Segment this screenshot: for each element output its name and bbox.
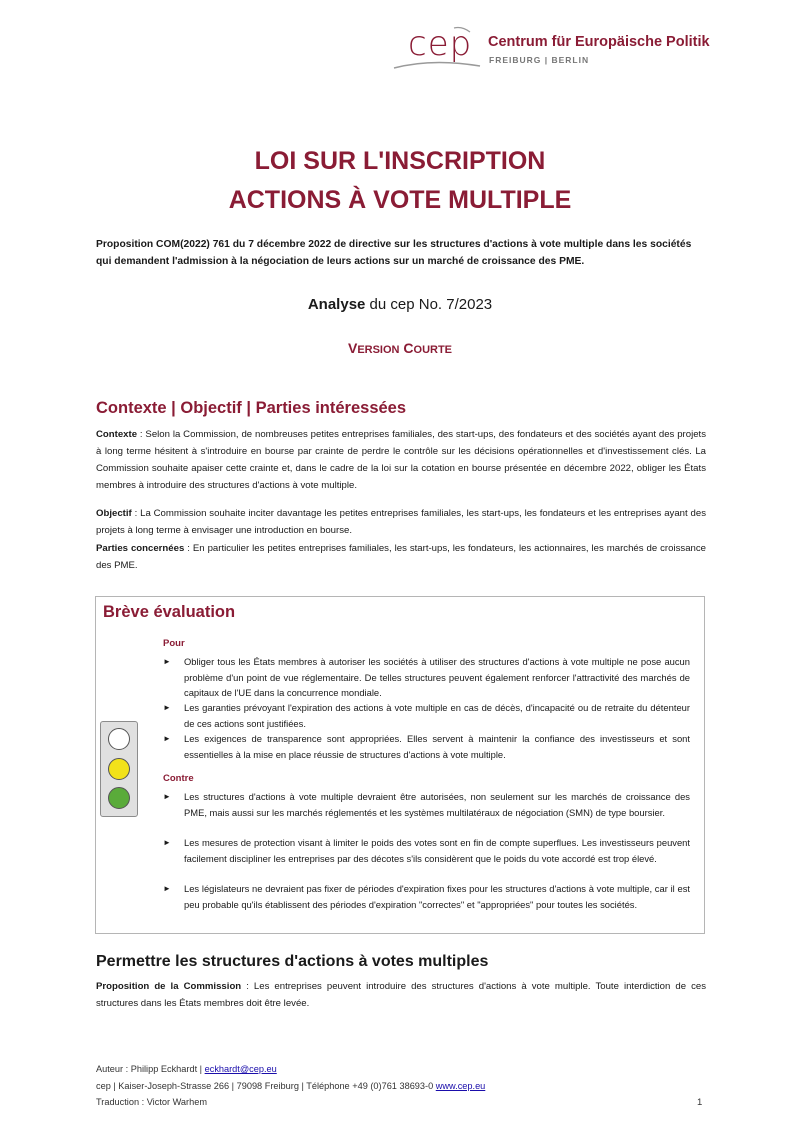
traffic-light-icon [100,721,138,817]
author-email-link[interactable]: eckhardt@cep.eu [204,1064,277,1074]
page-number: 1 [697,1097,703,1108]
con-item: ► Les structures d'actions à vote multiple devraient être autorisées, non seulement sur les marchés de croissance des PME, mais aussi sur les marchés réglementés et les systèmes multilatéraux de négociation (SMN) de type boursier. [163,791,690,818]
cep-logo: cep [408,24,473,64]
pro-item: ► Obliger tous les États membres à autoriser les sociétés à utiliser des structures d'actions à vote multiple ne pose aucun problème d'un point de vue réglementaire. De telles structures peuvent également renforcer l'attractivité des marchés de capitaux de l'UE dans la concurrence mondiale. [163,656,690,699]
section-heading-proposal: Permettre les structures d'actions à votes multiples [96,953,489,970]
objective-paragraph: Objectif : La Commission souhaite inciter davantage les petites entreprises familiales, les start-ups, les fondateurs et les entreprises ayant des projets à long terme à envisager une introduction en bourse. [96,508,706,536]
analysis-number: Analyse du cep No. 7/2023 [307,296,493,313]
evaluation-title: Brève évaluation [103,603,236,621]
footer-translation: Traduction : Victor Warhem [96,1097,207,1107]
commission-proposal-paragraph: Proposition de la Commission : Les entreprises peuvent introduire des structures d'actions à vote multiple. Toute interdiction de ces structures dans les États membres doit être levée. [96,981,707,1009]
traffic-light-green [108,787,130,809]
proposal-reference: Proposition COM(2022) 761 du 7 décembre 2022 de directive sur les structures d'actions à vote multiple dans les sociétés qui demandent l'admission à la négociation de leurs actions sur un marché de croissance des PME. [96,239,692,267]
website-link[interactable]: www.cep.eu [435,1081,486,1091]
con-label: Contre [163,773,194,784]
organization-locations: FREIBURG | BERLIN [489,55,590,65]
organization-name: Centrum für Europäische Politik [488,34,710,50]
version-label: VERSION COURTE [347,340,453,356]
con-item: ► Les législateurs ne devraient pas fixer de périodes d'expiration fixes pour les structures d'actions à vote multiple, car il est peu probable qu'ils établissent des périodes d'expiration "correctes" et "appropriées" pour toutes les sociétés. [163,883,690,910]
footer-address: cep | Kaiser-Joseph-Strasse 266 | 79098 Freiburg | Téléphone +49 (0)761 38693-0 www.cep.eu [96,1081,486,1091]
context-paragraph: Contexte : Selon la Commission, de nombreuses petites entreprises familiales, des start-ups, des fondateurs et des sociétés ayant des projets à long terme hésitent à s'introduire en bourse par crainte de perdre le contrôle sur les décisions opérationnelles et d'investissement clés. La Commission souhaite apaiser cette crainte et, dans le cadre de la loi sur la cotation en bourse présentée en décembre 2022, obliger les États membres à introduire des structures d'actions à vote multiple. [96,429,706,491]
traffic-light-yellow [108,758,130,780]
con-item: ► Les mesures de protection visant à limiter le poids des votes sont en fin de compte superflues. Les investisseurs peuvent facilement discipliner les entreprises par des décotes s'ils considèrent que le poids du vote accordé est trop élevé. [163,837,690,864]
pro-item: ► Les garanties prévoyant l'expiration des actions à vote multiple en cas de décès, d'incapacité ou de retraite du détenteur de ces actions sont justifiées. [163,702,690,729]
traffic-light-white [108,728,130,750]
pro-label: Pour [163,638,185,649]
document-title-line2: ACTIONS À VOTE MULTIPLE [228,186,572,214]
pro-item: ► Les exigences de transparence sont appropriées. Elles servent à maintenir la confiance des investisseurs et sont essentielles à la mise en place réussie de structures d'actions à vote multiple. [163,733,690,760]
section-heading-context: Contexte | Objectif | Parties intéressées [96,399,407,417]
document-title-line1: LOI SUR L'INSCRIPTION [254,147,546,175]
footer-author: Auteur : Philipp Eckhardt | eckhardt@cep.eu [96,1064,277,1074]
stakeholders-paragraph: Parties concernées : En particulier les petites entreprises familiales, les start-ups, les fondateurs, les actionnaires, les marchés de croissance des PME. [96,543,706,571]
